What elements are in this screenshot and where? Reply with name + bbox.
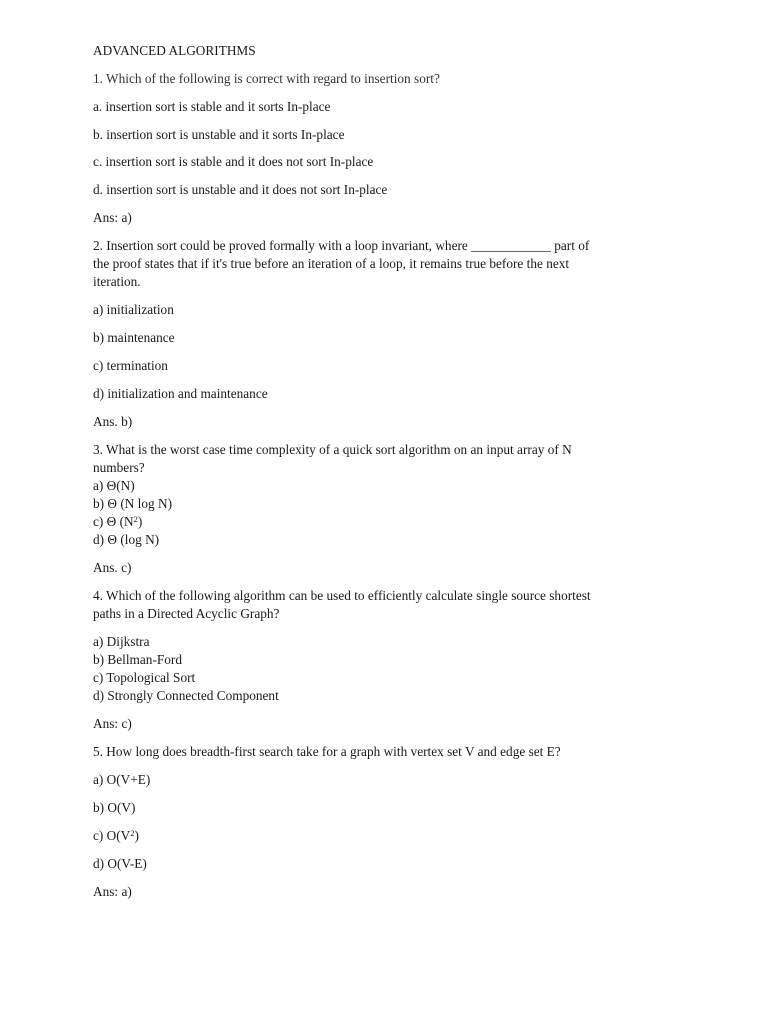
question-2-option-a: a) initialization	[93, 302, 174, 317]
question-4-answer: Ans: c)	[93, 716, 132, 731]
question-1-option-d: d. insertion sort is unstable and it does not sort In-place	[93, 182, 388, 197]
question-3-text-line-2: numbers?	[93, 460, 145, 475]
question-5-option-c-exponent: 2	[130, 828, 135, 838]
question-3-option-b: b) Θ (N log N)	[93, 496, 173, 511]
question-4-option-a: a) Dijkstra	[93, 634, 150, 649]
question-3-option-c-exponent: 2	[133, 514, 138, 524]
question-5-answer: Ans: a)	[93, 884, 132, 899]
question-4-text-line-1: 4. Which of the following algorithm can be used to efficiently calculate single source shortest	[93, 588, 591, 603]
question-1-option-a: a. insertion sort is stable and it sorts In-place	[93, 99, 331, 114]
question-4-option-c: c) Topological Sort	[93, 670, 196, 685]
question-2-text-line-1: 2. Insertion sort could be proved formally with a loop invariant, where ____________ part of	[93, 238, 590, 253]
question-2-answer: Ans. b)	[93, 414, 133, 429]
question-3-option-c-text: c) Θ (N	[93, 514, 134, 529]
question-1-text: 1. Which of the following is correct with regard to insertion sort?	[93, 71, 440, 86]
question-4-option-b: b) Bellman-Ford	[93, 652, 183, 667]
question-5-option-c-text: c) O(V	[93, 828, 131, 843]
question-1-option-c: c. insertion sort is stable and it does not sort In-place	[93, 154, 374, 169]
question-2-text-line-3: iteration.	[93, 274, 141, 289]
question-3-option-c	[93, 513, 142, 531]
question-3-option-d: d) Θ (log N)	[93, 532, 160, 547]
question-3-answer: Ans. c)	[93, 560, 132, 575]
question-3-option-c-close: )	[137, 514, 143, 529]
question-1-option-b: b. insertion sort is unstable and it sorts In-place	[93, 127, 345, 142]
question-4-text-line-2: paths in a Directed Acyclic Graph?	[93, 606, 280, 621]
question-5-option-d: d) O(V-E)	[93, 856, 147, 871]
question-5-option-a: a) O(V+E)	[93, 772, 151, 787]
question-5-option-b: b) O(V)	[93, 800, 136, 815]
question-1-answer: Ans: a)	[93, 210, 132, 225]
question-2-option-b: b) maintenance	[93, 330, 175, 345]
question-4-option-d: d) Strongly Connected Component	[93, 688, 279, 703]
question-5-option-c	[93, 827, 139, 845]
question-3-option-a: a) Θ(N)	[93, 478, 135, 493]
question-5-option-c-close: )	[134, 828, 139, 843]
question-5-text: 5. How long does breadth-first search take for a graph with vertex set V and edge set E?	[93, 744, 561, 759]
question-2-option-d: d) initialization and maintenance	[93, 386, 268, 401]
document-title: ADVANCED ALGORITHMS	[93, 43, 256, 58]
question-3-text-line-1: 3. What is the worst case time complexity of a quick sort algorithm on an input array of N	[93, 442, 572, 457]
question-2-text-line-2: the proof states that if it's true before an iteration of a loop, it remains true before the next	[93, 256, 570, 271]
question-2-option-c: c) termination	[93, 358, 168, 373]
